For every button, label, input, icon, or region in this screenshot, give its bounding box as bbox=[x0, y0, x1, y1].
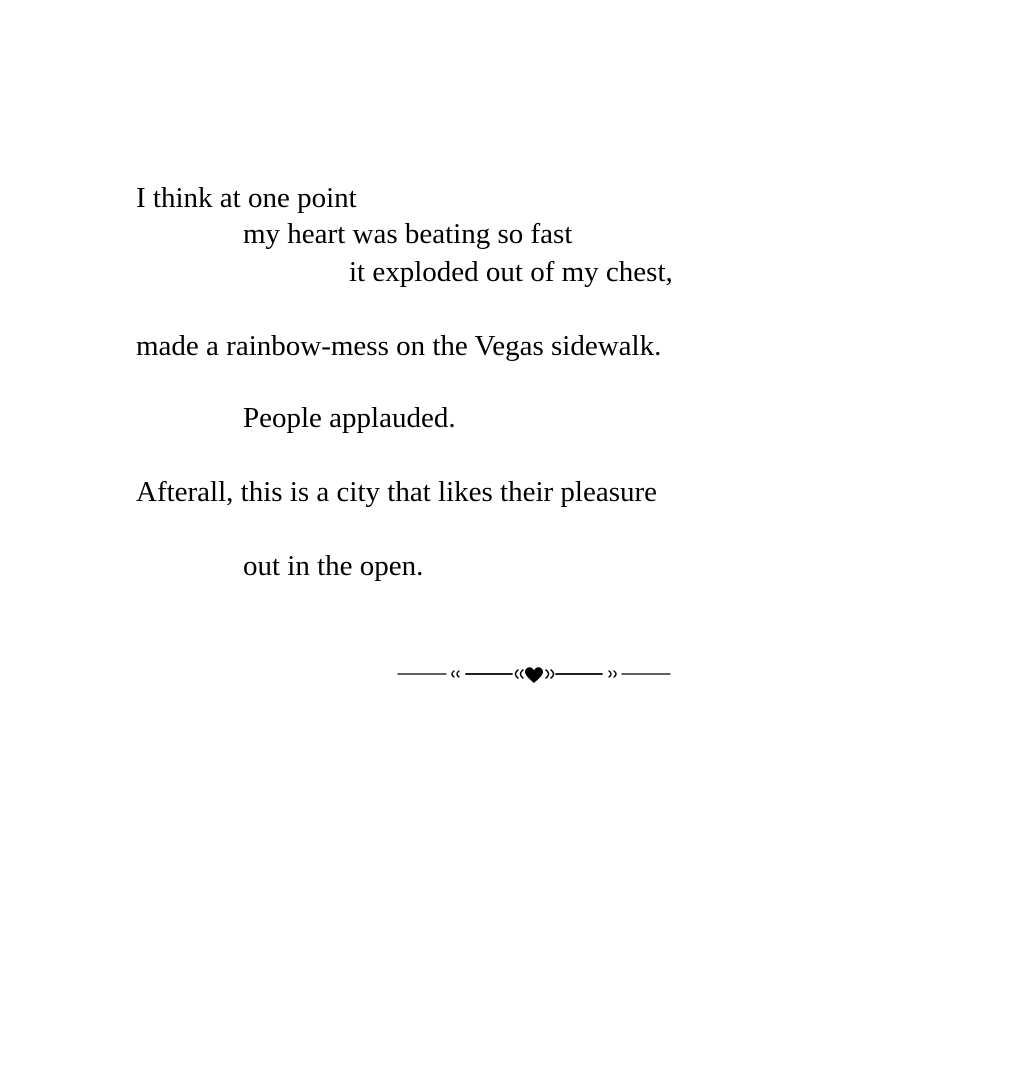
poem-line-4: made a rainbow-mess on the Vegas sidewalk. bbox=[136, 330, 662, 362]
poem-line-7: out in the open. bbox=[243, 550, 424, 582]
poem-line-1: I think at one point bbox=[136, 182, 357, 214]
poem-line-6: Afterall, this is a city that likes their pleasure bbox=[136, 476, 658, 508]
poem-line-2: my heart was beating so fast bbox=[243, 218, 573, 250]
heart-flourish-divider-icon bbox=[396, 662, 672, 688]
poem-line-3: it exploded out of my chest, bbox=[349, 256, 673, 288]
poem-line-5: People applauded. bbox=[243, 402, 456, 434]
